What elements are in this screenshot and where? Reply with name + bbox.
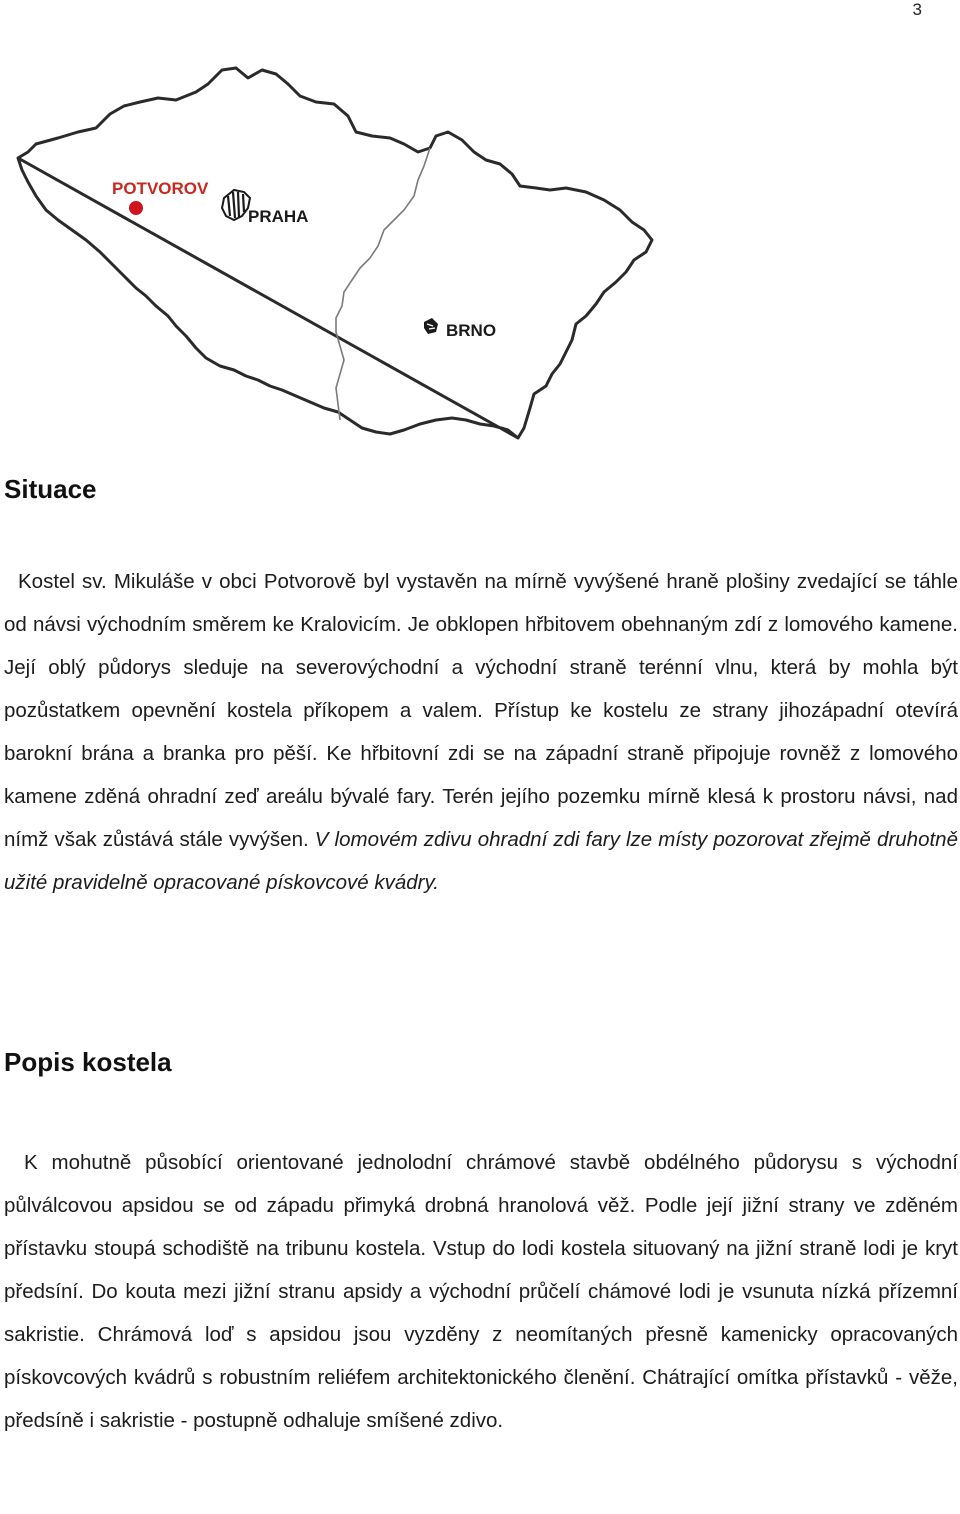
paragraph-situace xyxy=(4,560,958,904)
praha-label: PRAHA xyxy=(248,207,309,226)
section-heading-popis-kostela: Popis kostela xyxy=(4,1047,172,1077)
page-number: 3 xyxy=(912,0,922,19)
potvorov-marker xyxy=(129,201,143,215)
section-heading-situace: Situace xyxy=(4,474,97,504)
paragraph-situace-text: Kostel sv. Mikuláše v obci Potvorově byl vystavěn na mírně vyvýšené hraně plošiny zvedající se táhle od návsi východním směrem ke Kralovicím. Je obklopen hřbitovem obehnaným zdí z lomového kamene. Její oblý půdorys sleduje na severovýchodní a východní straně terénní vlnu, která by mohla být pozůstatkem opevnění kostela příkopem a valem. Přístup ke kostelu ze strany jihozápadní otevírá barokní brána a branka pro pěší. Ke hřbitovní zdi se na západní straně připojuje rovněž z lomového kamene zděná ohradní zeď areálu bývalé fary. Terén jejího pozemku mírně klesá k prostoru návsi, nad nímž však zůstává stále vyvýšen. xyxy=(4,570,958,851)
czech-republic-map xyxy=(0,40,660,440)
paragraph-situace-italic: V lomovém zdivu ohradní zdi fary lze místy pozorovat zřejmě druhotně užité pravidelně opracované pískovcové kvádry. xyxy=(4,828,958,894)
potvorov-label: POTVOROV xyxy=(112,179,209,198)
praha-icon xyxy=(222,190,250,220)
brno-icon xyxy=(424,318,438,334)
paragraph-popis-kostela-text: K mohutně působící orientované jednolodní chrámové stavbě obdélného půdorysu s východní půlválcovou apsidou se od západu přimyká drobná hranolová věž. Podle její jižní strany ve zděném přístavku stoupá schodiště na tribunu kostela. Vstup do lodi kostela situovaný na jižní straně lodi je kryt předsíní. Do kouta mezi jižní stranu apsidy a východní průčelí chámové lodi je vsunuta nízká přízemní sakristie. Chrámová loď s apsidou jsou vyzděny z neomítaných přesně kamenicky opracovaných pískovcových kvádrů s robustním reliéfem architektonického členění. Chátrající omítka přístavků - věže, předsíně i sakristie - postupně odhaluje smíšené zdivo. xyxy=(4,1151,958,1432)
country-border xyxy=(18,68,652,438)
brno-label: BRNO xyxy=(446,321,497,340)
paragraph-popis-kostela xyxy=(4,1141,958,1442)
